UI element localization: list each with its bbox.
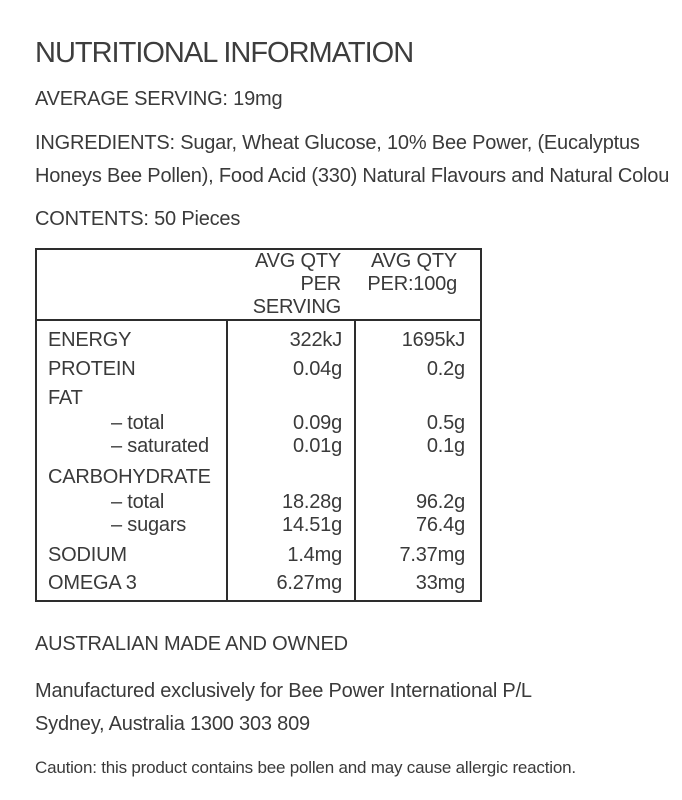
serving-value xyxy=(227,458,355,489)
nutrient-label: – saturated xyxy=(111,435,209,457)
average-serving-line: AVERAGE SERVING: 19mg xyxy=(35,88,283,110)
contents-line: CONTENTS: 50 Pieces xyxy=(35,208,241,230)
header-per-serving-line2: PER SERVING xyxy=(252,273,341,318)
header-per-serving xyxy=(227,249,355,320)
per100-value: 33mg xyxy=(355,567,481,601)
table-row-fat-saturated xyxy=(36,435,481,458)
serving-value: 1.4mg xyxy=(227,537,355,567)
serving-value: 0.01g xyxy=(227,435,355,458)
table-row-carbohydrate xyxy=(36,458,481,489)
table-row-omega3 xyxy=(36,567,481,601)
header-per-100g-line2: PER:100g xyxy=(367,273,457,295)
manufacturer-line-2: Sydney, Australia 1300 303 809 xyxy=(35,713,310,735)
table-row-carb-total xyxy=(36,489,481,514)
serving-value: 322kJ xyxy=(227,320,355,352)
serving-value: 0.04g xyxy=(227,352,355,381)
serving-value xyxy=(227,381,355,410)
per100-value: 1695kJ xyxy=(355,320,481,352)
nutrient-label: PROTEIN xyxy=(48,358,136,380)
nutrient-label: FAT xyxy=(48,387,83,409)
table-row-fat xyxy=(36,381,481,410)
table-row-carb-sugars xyxy=(36,514,481,537)
serving-value: 14.51g xyxy=(227,514,355,537)
per100-value xyxy=(355,381,481,410)
header-per-serving-line1: AVG QTY xyxy=(254,250,341,272)
ingredients-block xyxy=(35,127,682,193)
header-blank-cell xyxy=(36,249,227,320)
table-row-energy xyxy=(36,320,481,352)
serving-value: 18.28g xyxy=(227,489,355,514)
made-and-owned-line: AUSTRALIAN MADE AND OWNED xyxy=(35,633,348,655)
table-header-row xyxy=(36,249,481,320)
ingredients-line-2: Honeys Bee Pollen), Food Acid (330) Natural Flavours and Natural Colou xyxy=(35,165,670,187)
serving-value: 6.27mg xyxy=(227,567,355,601)
page-title: NUTRITIONAL INFORMATION xyxy=(35,37,414,69)
ingredients-line-1: INGREDIENTS: Sugar, Wheat Glucose, 10% Bee Power, (Eucalyptus xyxy=(35,132,640,154)
per100-value: 0.5g xyxy=(355,410,481,435)
manufacturer-line-1: Manufactured exclusively for Bee Power International P/L xyxy=(35,680,532,702)
table-row-sodium xyxy=(36,537,481,567)
per100-value: 96.2g xyxy=(355,489,481,514)
table-row-protein xyxy=(36,352,481,381)
nutrient-label: SODIUM xyxy=(48,544,127,566)
manufacturer-block xyxy=(35,675,682,741)
caution-line: Caution: this product contains bee pollen and may cause allergic reaction. xyxy=(35,758,576,777)
header-per-100g xyxy=(355,249,481,320)
nutrient-label: ENERGY xyxy=(48,329,132,351)
nutrient-label: CARBOHYDRATE xyxy=(48,466,211,488)
serving-value: 0.09g xyxy=(227,410,355,435)
header-per-100g-line1: AVG QTY xyxy=(370,250,457,272)
per100-value xyxy=(355,458,481,489)
per100-value: 76.4g xyxy=(355,514,481,537)
nutrient-label: – total xyxy=(111,491,165,513)
per100-value: 7.37mg xyxy=(355,537,481,567)
nutrient-label: – total xyxy=(111,412,165,434)
table-row-fat-total xyxy=(36,410,481,435)
nutrition-table xyxy=(35,248,482,602)
nutrient-label: – sugars xyxy=(111,514,187,536)
nutrient-label: OMEGA 3 xyxy=(48,572,137,594)
per100-value: 0.1g xyxy=(355,435,481,458)
per100-value: 0.2g xyxy=(355,352,481,381)
